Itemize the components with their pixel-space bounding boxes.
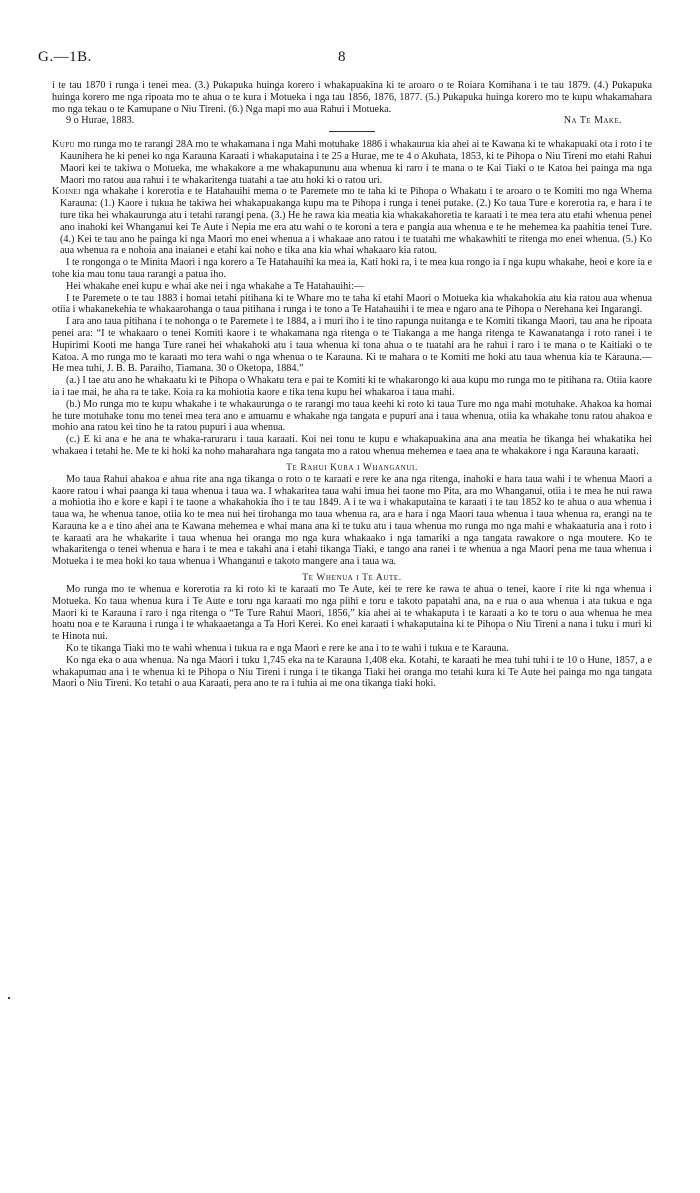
document-body [52,80,652,690]
paragraph: (b.) Mo runga mo te kupu whakahe i te whakaurunga o te rarangi mo taua keehi ki roto ki taua Ture mo nga mahi motuhake. Ahakoa ka homai he ture motuhake tonu mo tenei mea tera ano e amuamu e whakahe nga tangata e pupuri ana i taua whenua, otiia ka whakahe tonu ratou ahakoa e mohio ana ratou kei tino he ta ratou pupuri i aua whenua. [52,398,652,434]
paragraph: (a.) I tae atu ano he whakaatu ki te Pihopa o Whakatu tera e pai te Komiti ki te whakarongo ki aua kupu mo runga mo te pitihana ra. Otiia kaore ia i tae mai, he aha ra te take. Koia ra ka mohiotia kaore e tika tena kupu hei whakaroa i taua mahi. [52,375,652,398]
paragraph-text: nga whakahe i korerotia e te Hatahauihi mema o te Paremete mo te taha ki te Pihopa o Whakatu i te aroaro o te Komiti mo nga Whema Karauna: (1.) Kaore i tukua he takiwa hei whakapuakanga kupu ma te Pihopa i runga i tenei putake. (2.) Ko taua Ture e korerotia ra, e hara i te ture tika hei whakaurunga atu i tetahi rarangi pena. (3.) He he rawa kia meatia kia whakakahoretia te karaati i te mea tera atu etahi whenua penei ano inahoki kei Whanganui kei Te Aute i Nepia me era atu wahi o te koroni a tera e pangia aua whenua e te he mehemea ka paahitia tenei Ture. (4.) Kei te tau ano he painga ki nga Maori mo enei whenua a i whakaae ano ratou i te tuatahi me whakawhiti te ritenga mo enei whenua. (5.) Ko aua whenua ra e nohoia ana inaianei e etahi kai noho e tika ana kia whai whakaaro kia ratou. [60,186,652,257]
paragraph: (c.) E ki ana e he ana te whaka-raruraru i taua karaati. Koi nei tonu te kupu e whakapuakina ana ana meatia he tikanga hei whakatika hei whakaea i tetahi he. Me te ki hoki ka noho maharahara nga tangata mo a ratou whenua mehemea e taea ana te whakakore i nga Karauna karaati. [52,434,652,457]
section-heading: Te Whenua i Te Aute. [302,573,402,584]
paragraph: Ko te tikanga Tiaki mo te wahi whenua i tukua ra e nga Maori e rere ke ana i to te wahi i tukua e te Karauna. [66,643,509,655]
paragraph: i te tau 1870 i runga i tenei mea. (3.) Pukapuka huinga korero i whakapuakina ki te aroaro o te Roiara Komihana i te tau 1879. (4.) Pukapuka huinga korero me nga ripoata mo te ahua o te kura i Motueka i nga tau 1856, 1876, 1877. (5.) Pukapuka huinga korero mo te kupu whakamahara mo nga tekau o te Kamupane o Niu Tireni. (6.) Nga mapi mo aua Rahui i Motueka. [52,80,652,115]
paragraph: Ko nga eka o aua whenua. Na nga Maori i tuku 1,745 eka na te Karauna 1,408 eka. Kotahi, te karaati he mea tuhi tuhi i te 10 o Hune, 1857, a e whakapumau ana i te whenua ki te Pihopa o Niu Tireni i runga i te tikanga Tiaki hei oranga mo tetahi kura ki Te Aute hei painga mo nga tangata Maori o Niu Tireni. Ko tetahi o aua Karaati, pera ano te ra i tuhia ai me ona tikanga tiaki hoki. [52,654,652,690]
signature-date: 9 o Hurae, 1883. [66,115,135,127]
signature-line [52,115,652,127]
page-number: 8 [338,49,346,65]
paragraph: I te Paremete o te tau 1883 i homai tetahi pitihana ki te Whare mo te taha ki etahi Maori o Motueka kia whakahokia atu kia ratou aua whenua otiia i whakanekehia te whakaarohanga o taua pitihana i runga i te tono a Te Hatahauihi i te mea e ngaro ana te Pihopa o Nerehana kei Ingarangi. [52,292,652,316]
document-reference: G.—1B. [38,49,92,65]
paragraph: I te rongonga o te Minita Maori i nga korero a Te Hatahauihi ka mea ia, Kati hoki ra, i te mea kua rongo ia i nga kupu whakahe, heoi e kore ia e tohe kia mau tonu taua rarangi a patua iho. [52,257,652,280]
section-heading: Te Rahui Kura i Whanganui. [286,462,418,473]
paragraph [52,139,652,186]
signature-name: Na Te Make. [563,115,622,127]
lead-word: Koinei [52,186,81,198]
paragraph [52,186,652,257]
paragraph: Mo taua Rahui ahakoa e ahua rite ana nga tikanga o roto o te karaati e rere ke ana nga ritenga, inahoki e hara taua wahi i te whenua Maori a kaore ratou i whai paanga ki taua whenua i taua wa. I whakaritea taua wahi imua hei taone mo Pita, ara mo Whanganui, otiia i te mea he nui rawa a mohiotia iho e kore e kapi i te taone a whakahokia iho i te tau 1849. A i te wa i whakaputaina te karaati i te tau 1852 ko te ahua o aua whenua i taua wa, he whenua tanoe, otiia ko te mea nui hei tirohanga mo taua whenua ra, ara e hara i nga Maori taua whenua i taua whenua ra, erangi na te Karauna ke a e tino ahei ana te Kawana mehemea e whai mana ana ki te tuku atu i taua whenua mo runga mo nga mahi e whakaaturia ana i roto i te karaati ara he whakarite i taua whenua hei oranga mo nga kura whakaako i nga tamariki a nga tangata rawakore o nga moutere. Ko te whakaritenga o tenei whenua e hara i te mea e takahi ana i etahi tikanga Tiaki, e tango ana ranei i te whenua a nga Maori pena me taua whenua i Motueka i te mea hoki ko taua whenua i Whanganui e takoto mangere ana i taua wa. [52,473,652,568]
paragraph-text: mo runga mo te rarangi 28A mo te whakamana i nga Mahi motuhake 1886 i whakaurua kia ahei ai te Kawana ki te whakapuaki ota i roto i te Kaunihera he ki penei ko nga Karauna Karaati i whakaputaina i te 25 a Hurae, me te 4 o Akuhata, 1853, ki te Pihopa o Niu Tireni mo etahi Rahui Maori kei te takiwa o Motueka, me whakakore a me whakapununu aua whenua ki raro i te mana o te Kai Tiaki o te Katoa hei painga ma nga Maori mo ratou aua rahui i te whakaritenga tuatahi a tae atu hoki ki o ratou uri. [60,139,652,186]
margin-dot [8,997,10,999]
paragraph: Mo runga mo te whenua e korerotia ra ki roto ki te karaati mo Te Aute, kei te rere ke rawa te ahua o tenei, kaore i rite ki nga whenua i Motueka. Ko taua whenua kura i Te Aute e toru nga karaati mo nga piihi e toru e takoto papatahi ana, na e rua o aua whenua i ata tukua e nga Maori ki te Karauna i raro i nga ritenga o “Te Ture Rahui Maori, 1856,” kia ahei ai te whakaputa i te karaati a ko te toru o aua whenua he mea hoatu noa e te Karauna i runga i te whakaaetanga a Ta Hori Kerei. Ko enei karaati i whakaputaina ki te Pihopa o Niu Tireni a nana i tuku i muri ki te Hinota nui. [52,584,652,643]
section-divider [329,131,375,132]
paragraph: I ara ano taua pitihana i te nohonga o te Paremete i te 1884, a i muri iho i te tino rapunga nuitanga e te Komiti tikanga Maori, tau ana he ripoata penei ara: “I te whakaaro o tenei Komiti kaore i te whakamana nga ritenga o te Tiakanga a me hanga ritenga te Kawanatanga i roto ranei i te Hupirimi Kooti me hanga Ture ranei hei whakahoki atu i taua whenua ki tona ahua o te tuatahi ara he rahui i raro i te mana o te Kaitiaki o te Katoa. A mo runga mo te karaati mo tera wahi o nga whenua o te Karauna. Ki te mahara o te Komiti me hoki atu taua whenua kia te Karauna.— He mea tuhi, J. B. B. Paraiho, Tiamana. 30 o Oketopa, 1884.” [52,316,652,375]
paragraph: Hei whakahe enei kupu e whai ake nei i nga whakahe a Te Hatahauihi:— [66,280,365,292]
lead-word: Kupu [52,139,75,151]
